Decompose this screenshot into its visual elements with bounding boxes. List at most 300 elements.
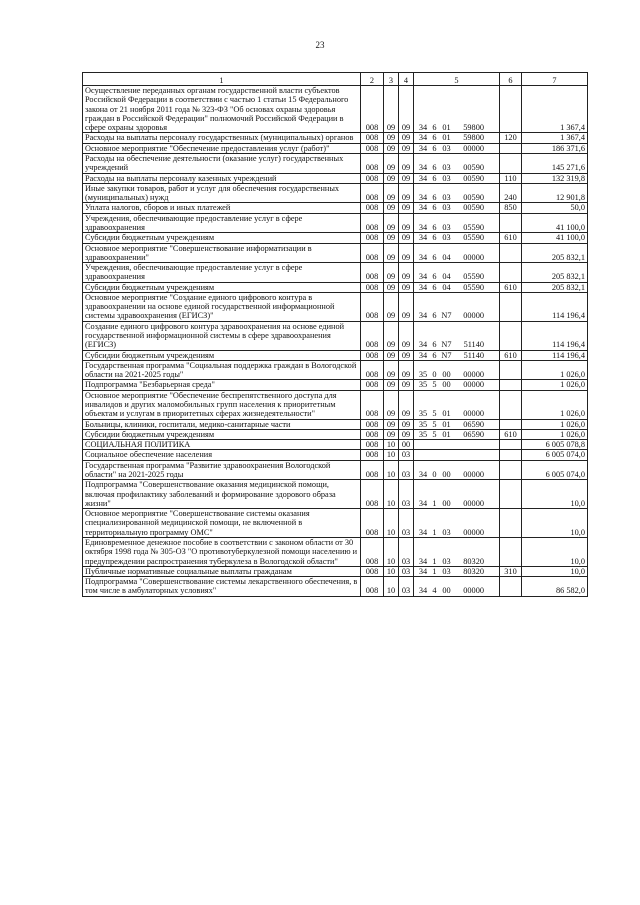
table-body (83, 86, 588, 597)
csr-part: 35 (418, 419, 428, 429)
row-pr: 09 (399, 360, 414, 380)
page-number: 23 (315, 40, 325, 50)
row-csr (414, 390, 500, 419)
csr-part: 51140 (463, 340, 484, 350)
row-grbs: 008 (361, 243, 384, 263)
row-vr (500, 86, 522, 133)
row-grbs: 008 (361, 213, 384, 233)
row-rz: 09 (384, 183, 399, 203)
csr-part: 01 (442, 123, 451, 133)
row-vr (500, 380, 522, 390)
row-amount: 6 005 074,0 (522, 460, 588, 480)
csr-part: 00590 (463, 203, 484, 213)
row-vr (500, 143, 522, 153)
table-row (83, 143, 588, 153)
row-pr: 09 (399, 292, 414, 321)
csr-part: 03 (442, 193, 451, 203)
row-pr: 03 (399, 577, 414, 597)
csr-part: 34 (418, 469, 428, 479)
row-amount: 205 832,1 (522, 263, 588, 283)
row-grbs: 008 (361, 133, 384, 143)
row-rz: 10 (384, 450, 399, 460)
row-rz: 09 (384, 143, 399, 153)
row-name: Осуществление переданных органам государственной власти субъектов Российской Федерации в соответствии с частью 1 статьи 15 Федерального закона от 21 ноября 2011 года № 323-ФЗ "Об основах охраны здоровья граждан в Российской Федерации" полномочий Российской Федерации в сфере охраны здоровья (83, 86, 361, 133)
col-header-5: 5 (414, 73, 500, 86)
row-grbs: 008 (361, 350, 384, 360)
csr-part: 34 (418, 311, 428, 321)
csr-part: 51140 (463, 350, 484, 360)
row-grbs: 008 (361, 282, 384, 292)
row-csr (414, 350, 500, 360)
csr-part: 35 (418, 409, 428, 419)
row-name: Иные закупки товаров, работ и услуг для обеспечения государственных (муниципальных) нужд (83, 183, 361, 203)
row-rz: 09 (384, 263, 399, 283)
table-row (83, 292, 588, 321)
row-vr (500, 460, 522, 480)
row-rz: 09 (384, 380, 399, 390)
row-csr (414, 321, 500, 350)
row-vr (500, 537, 522, 566)
row-pr: 09 (399, 213, 414, 233)
csr-part: 1 (432, 556, 437, 566)
csr-part: 35 (418, 429, 428, 439)
row-csr (414, 460, 500, 480)
row-grbs: 008 (361, 577, 384, 597)
row-pr: 03 (399, 566, 414, 576)
budget-table (82, 72, 588, 597)
row-rz: 10 (384, 480, 399, 509)
row-name: Расходы на выплаты персоналу государственных (муниципальных) органов (83, 133, 361, 143)
csr-part: 34 (418, 527, 428, 537)
csr-part: 03 (442, 527, 451, 537)
row-rz: 10 (384, 577, 399, 597)
csr-part: 34 (418, 203, 428, 213)
row-csr (414, 509, 500, 538)
row-amount: 10,0 (522, 566, 588, 576)
csr-part: 01 (442, 419, 451, 429)
csr-part: 0 (432, 370, 437, 380)
row-rz: 09 (384, 292, 399, 321)
row-csr (414, 450, 500, 460)
row-pr: 03 (399, 450, 414, 460)
row-pr: 09 (399, 321, 414, 350)
row-pr: 00 (399, 440, 414, 450)
row-name: Подпрограмма "Безбарьерная среда" (83, 380, 361, 390)
csr-part: 03 (442, 143, 451, 153)
row-grbs: 008 (361, 153, 384, 173)
csr-part: 34 (418, 586, 428, 596)
table-row (83, 509, 588, 538)
row-rz: 09 (384, 360, 399, 380)
row-name: Социальное обеспечение населения (83, 450, 361, 460)
row-amount: 86 582,0 (522, 577, 588, 597)
row-name: Основное мероприятие "Создание единого цифрового контура в здравоохранении на основе единой государственной информационной системы здравоохранения (ЕГИСЗ)" (83, 292, 361, 321)
csr-part: 03 (442, 163, 451, 173)
row-vr (500, 243, 522, 263)
row-pr: 09 (399, 282, 414, 292)
row-csr (414, 203, 500, 213)
row-grbs: 008 (361, 509, 384, 538)
row-pr: 03 (399, 480, 414, 509)
table-row (83, 419, 588, 429)
row-rz: 09 (384, 243, 399, 263)
row-pr: 09 (399, 153, 414, 173)
row-name: Подпрограмма "Совершенствование системы лекарственного обеспечения, в том числе в амбулаторных условиях" (83, 577, 361, 597)
row-csr (414, 233, 500, 243)
row-rz: 10 (384, 460, 399, 480)
row-pr: 03 (399, 537, 414, 566)
row-grbs: 008 (361, 480, 384, 509)
csr-part: 6 (432, 203, 437, 213)
row-name: Субсидии бюджетным учреждениям (83, 282, 361, 292)
table-row (83, 577, 588, 597)
row-pr: 09 (399, 203, 414, 213)
csr-part: 34 (418, 222, 428, 232)
row-pr: 09 (399, 143, 414, 153)
row-rz: 09 (384, 203, 399, 213)
row-csr (414, 577, 500, 597)
csr-part: 05590 (463, 222, 484, 232)
row-grbs: 008 (361, 86, 384, 133)
csr-part: 34 (418, 498, 428, 508)
csr-part: 06590 (463, 429, 484, 439)
row-grbs: 008 (361, 203, 384, 213)
row-rz: 09 (384, 282, 399, 292)
row-amount: 1 026,0 (522, 429, 588, 439)
row-vr (500, 480, 522, 509)
row-rz: 10 (384, 509, 399, 538)
csr-part: 6 (432, 163, 437, 173)
col-header-7: 7 (522, 73, 588, 86)
row-grbs: 008 (361, 429, 384, 439)
csr-part: 00000 (463, 469, 484, 479)
row-rz: 09 (384, 350, 399, 360)
row-grbs: 008 (361, 460, 384, 480)
row-amount: 1 026,0 (522, 380, 588, 390)
row-rz: 09 (384, 153, 399, 173)
csr-part: 6 (432, 173, 437, 183)
row-rz: 09 (384, 429, 399, 439)
row-vr (500, 292, 522, 321)
row-rz: 09 (384, 173, 399, 183)
row-grbs: 008 (361, 419, 384, 429)
row-rz: 09 (384, 133, 399, 143)
col-header-2: 2 (361, 73, 384, 86)
row-vr (500, 153, 522, 173)
row-csr (414, 480, 500, 509)
row-grbs: 008 (361, 263, 384, 283)
row-rz: 10 (384, 566, 399, 576)
csr-part: 04 (442, 252, 451, 262)
row-amount: 145 271,6 (522, 153, 588, 173)
row-grbs: 008 (361, 537, 384, 566)
row-pr: 09 (399, 263, 414, 283)
csr-part: N7 (441, 311, 452, 321)
row-amount: 114 196,4 (522, 321, 588, 350)
row-csr (414, 153, 500, 173)
csr-part: 34 (418, 566, 428, 576)
row-rz: 09 (384, 213, 399, 233)
csr-part: 34 (418, 556, 428, 566)
csr-part: 00590 (463, 193, 484, 203)
row-csr (414, 173, 500, 183)
csr-part: 1 (432, 566, 437, 576)
csr-part: 0 (432, 469, 437, 479)
col-header-4: 4 (399, 73, 414, 86)
row-pr: 09 (399, 243, 414, 263)
csr-part: 80320 (463, 566, 484, 576)
row-grbs: 008 (361, 233, 384, 243)
csr-part: 01 (442, 429, 451, 439)
row-pr: 09 (399, 390, 414, 419)
row-csr (414, 86, 500, 133)
csr-part: 34 (418, 340, 428, 350)
csr-part: 00 (442, 380, 451, 390)
row-grbs: 008 (361, 183, 384, 203)
table-row (83, 183, 588, 203)
row-name: Больницы, клиники, госпитали, медико-санитарные части (83, 419, 361, 429)
table-row (83, 350, 588, 360)
row-pr: 09 (399, 419, 414, 429)
csr-part: 00 (442, 586, 451, 596)
csr-part: 00 (442, 469, 451, 479)
table-row (83, 566, 588, 576)
row-amount: 41 100,0 (522, 233, 588, 243)
csr-part: 35 (418, 370, 428, 380)
csr-part: 6 (432, 233, 437, 243)
row-csr (414, 183, 500, 203)
row-rz: 09 (384, 233, 399, 243)
row-csr (414, 133, 500, 143)
csr-part: 00000 (463, 380, 484, 390)
csr-part: 6 (432, 272, 437, 282)
row-csr (414, 380, 500, 390)
row-vr: 610 (500, 350, 522, 360)
csr-part: 4 (432, 586, 437, 596)
row-vr (500, 577, 522, 597)
row-grbs: 008 (361, 450, 384, 460)
row-name: Уплата налогов, сборов и иных платежей (83, 203, 361, 213)
row-name: Основное мероприятие "Обеспечение беспрепятственного доступа для инвалидов и других маломобильных групп населения к приоритетным объектам и услугам в приоритетных сферах жизнедеятельности" (83, 390, 361, 419)
row-pr: 03 (399, 460, 414, 480)
row-name: Единовременное денежное пособие в соответствии с законом области от 30 октября 1998 года № 305-ОЗ "О противотуберкулезной помощи населению и предупреждении распространения туберкулеза в Вологодской области" (83, 537, 361, 566)
row-csr (414, 440, 500, 450)
csr-part: 35 (418, 380, 428, 390)
csr-part: 6 (432, 340, 437, 350)
row-name: Расходы на обеспечение деятельности (оказание услуг) государственных учреждений (83, 153, 361, 173)
csr-part: 6 (432, 252, 437, 262)
csr-part: 00 (442, 498, 451, 508)
row-name: СОЦИАЛЬНАЯ ПОЛИТИКА (83, 440, 361, 450)
row-vr: 120 (500, 133, 522, 143)
csr-part: 1 (432, 527, 437, 537)
row-amount: 186 371,6 (522, 143, 588, 153)
row-pr: 09 (399, 86, 414, 133)
row-vr (500, 419, 522, 429)
csr-part: 5 (432, 380, 437, 390)
csr-part: 00590 (463, 163, 484, 173)
csr-part: N7 (441, 340, 452, 350)
row-amount: 1 026,0 (522, 360, 588, 380)
row-pr: 09 (399, 380, 414, 390)
row-grbs: 008 (361, 390, 384, 419)
csr-part: 59800 (463, 123, 484, 133)
table-row (83, 537, 588, 566)
table-row (83, 480, 588, 509)
col-header-3: 3 (384, 73, 399, 86)
table-row (83, 321, 588, 350)
csr-part: 34 (418, 233, 428, 243)
row-vr (500, 440, 522, 450)
row-amount: 132 319,8 (522, 173, 588, 183)
table-row (83, 233, 588, 243)
csr-part: 00000 (463, 311, 484, 321)
csr-part: 00 (442, 370, 451, 380)
row-vr (500, 263, 522, 283)
csr-part: 01 (442, 133, 451, 143)
csr-part: 03 (442, 222, 451, 232)
csr-part: N7 (441, 350, 452, 360)
table-row (83, 173, 588, 183)
row-pr: 09 (399, 133, 414, 143)
row-vr (500, 509, 522, 538)
csr-part: 00000 (463, 409, 484, 419)
row-vr: 610 (500, 429, 522, 439)
row-vr: 240 (500, 183, 522, 203)
row-amount: 114 196,4 (522, 292, 588, 321)
row-csr (414, 282, 500, 292)
csr-part: 00000 (463, 586, 484, 596)
csr-part: 34 (418, 173, 428, 183)
csr-part: 06590 (463, 419, 484, 429)
row-amount: 1 367,4 (522, 86, 588, 133)
row-vr: 110 (500, 173, 522, 183)
table-row (83, 213, 588, 233)
row-csr (414, 360, 500, 380)
csr-part: 1 (432, 498, 437, 508)
col-header-6: 6 (500, 73, 522, 86)
table-row (83, 450, 588, 460)
row-csr (414, 566, 500, 576)
row-csr (414, 537, 500, 566)
csr-part: 04 (442, 282, 451, 292)
csr-part: 6 (432, 311, 437, 321)
csr-part: 04 (442, 272, 451, 282)
csr-part: 34 (418, 350, 428, 360)
row-amount: 50,0 (522, 203, 588, 213)
table-row (83, 440, 588, 450)
row-grbs: 008 (361, 321, 384, 350)
csr-part: 05590 (463, 272, 484, 282)
csr-part: 01 (442, 409, 451, 419)
row-csr (414, 429, 500, 439)
csr-part: 03 (442, 233, 451, 243)
table-row (83, 153, 588, 173)
row-name: Основное мероприятие "Обеспечение предоставления услуг (работ)" (83, 143, 361, 153)
csr-part: 34 (418, 282, 428, 292)
row-grbs: 008 (361, 566, 384, 576)
row-rz: 10 (384, 537, 399, 566)
row-amount: 41 100,0 (522, 213, 588, 233)
csr-part: 5 (432, 409, 437, 419)
row-csr (414, 419, 500, 429)
csr-part: 03 (442, 203, 451, 213)
csr-part: 34 (418, 252, 428, 262)
row-vr (500, 450, 522, 460)
row-csr (414, 213, 500, 233)
row-amount: 1 026,0 (522, 419, 588, 429)
row-name: Государственная программа "Социальная поддержка граждан в Вологодской области на 2021-2025 годы" (83, 360, 361, 380)
row-csr (414, 292, 500, 321)
row-grbs: 008 (361, 173, 384, 183)
row-name: Подпрограмма "Совершенствование оказания медицинской помощи, включая профилактику заболеваний и формирование здорового образа жизни" (83, 480, 361, 509)
row-amount: 10,0 (522, 480, 588, 509)
row-name: Государственная программа "Развитие здравоохранения Вологодской области" на 2021-2025 годы (83, 460, 361, 480)
row-name: Субсидии бюджетным учреждениям (83, 429, 361, 439)
csr-part: 34 (418, 193, 428, 203)
csr-part: 6 (432, 123, 437, 133)
csr-part: 6 (432, 193, 437, 203)
row-grbs: 008 (361, 360, 384, 380)
row-vr: 610 (500, 282, 522, 292)
row-rz: 09 (384, 86, 399, 133)
row-pr: 09 (399, 350, 414, 360)
row-pr: 09 (399, 233, 414, 243)
row-pr: 09 (399, 173, 414, 183)
row-vr: 610 (500, 233, 522, 243)
row-name: Учреждения, обеспечивающие предоставление услуг в сфере здравоохранения (83, 213, 361, 233)
csr-part: 34 (418, 133, 428, 143)
csr-part: 6 (432, 133, 437, 143)
row-vr (500, 360, 522, 380)
row-vr: 310 (500, 566, 522, 576)
table-row (83, 86, 588, 133)
table-row (83, 360, 588, 380)
table-row (83, 390, 588, 419)
row-amount: 6 005 078,8 (522, 440, 588, 450)
csr-part: 00000 (463, 498, 484, 508)
row-name: Расходы на выплаты персоналу казенных учреждений (83, 173, 361, 183)
row-name: Субсидии бюджетным учреждениям (83, 233, 361, 243)
col-header-1: 1 (83, 73, 361, 86)
csr-part: 03 (442, 556, 451, 566)
csr-part: 5 (432, 429, 437, 439)
row-vr (500, 390, 522, 419)
table-row (83, 282, 588, 292)
row-vr: 850 (500, 203, 522, 213)
row-amount: 12 901,8 (522, 183, 588, 203)
row-grbs: 008 (361, 380, 384, 390)
row-grbs: 008 (361, 440, 384, 450)
row-amount: 205 832,1 (522, 282, 588, 292)
table-row (83, 380, 588, 390)
row-amount: 6 005 074,0 (522, 450, 588, 460)
csr-part: 6 (432, 282, 437, 292)
table-row (83, 263, 588, 283)
csr-part: 05590 (463, 233, 484, 243)
row-amount: 114 196,4 (522, 350, 588, 360)
row-amount: 10,0 (522, 537, 588, 566)
csr-part: 03 (442, 566, 451, 576)
row-rz: 09 (384, 321, 399, 350)
table-row (83, 133, 588, 143)
row-pr: 09 (399, 429, 414, 439)
table-row (83, 243, 588, 263)
header-row (83, 73, 588, 86)
csr-part: 6 (432, 143, 437, 153)
table-row (83, 460, 588, 480)
csr-part: 00000 (463, 252, 484, 262)
